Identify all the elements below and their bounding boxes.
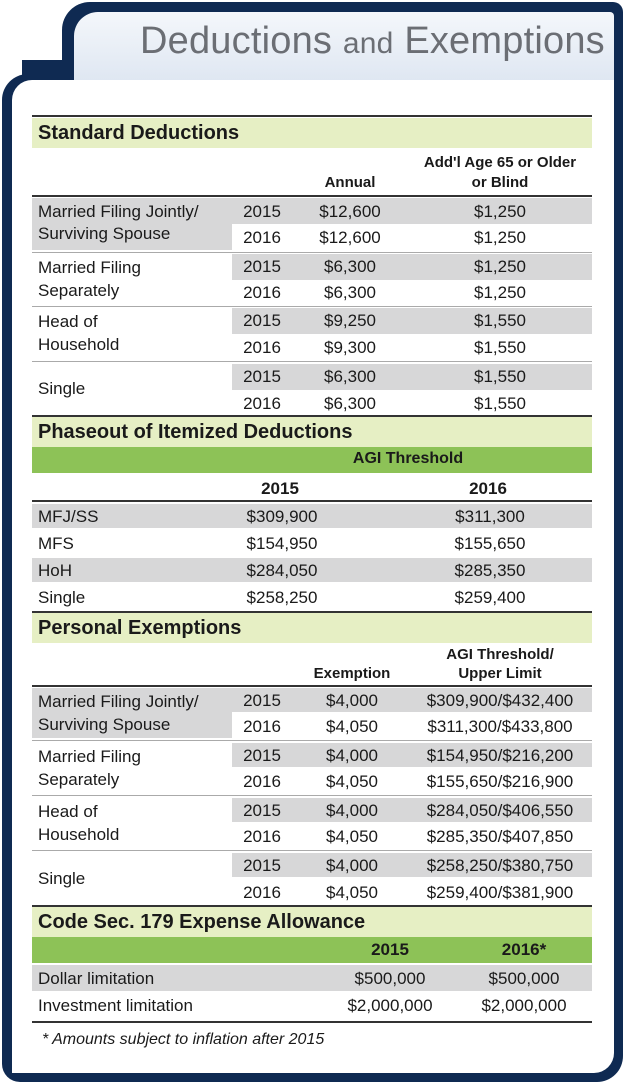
col-2015: 2015: [261, 479, 299, 498]
col-exemption: Exemption: [313, 665, 391, 682]
section-heading-phaseout: Phaseout of Itemized Deductions: [32, 417, 592, 447]
col-addl-1: Add'l Age 65 or Older: [423, 154, 577, 171]
page-title: Deductions and Exemptions: [140, 20, 605, 62]
section-heading-sec179: Code Sec. 179 Expense Allowance: [32, 907, 592, 937]
section-heading-standard: Standard Deductions: [32, 118, 592, 148]
col-annual: Annual: [324, 174, 376, 191]
agi-threshold-label: AGI Threshold: [352, 450, 464, 467]
section-heading-personal: Personal Exemptions: [32, 613, 592, 643]
col-agi-1: AGI Threshold/: [446, 646, 554, 663]
footnote: * Amounts subject to inflation after 2015: [42, 1031, 325, 1048]
agi-threshold-bar: [32, 447, 592, 473]
col-2016: 2016: [469, 479, 507, 498]
sec179-col-2016: 2016*: [501, 940, 547, 959]
divider: [32, 115, 592, 117]
divider: [32, 195, 592, 197]
col-agi-2: Upper Limit: [458, 665, 542, 682]
col-addl-2: or Blind: [471, 174, 529, 191]
divider: [32, 1021, 592, 1023]
divider: [32, 685, 592, 687]
sec179-col-2015: 2015: [371, 940, 409, 959]
